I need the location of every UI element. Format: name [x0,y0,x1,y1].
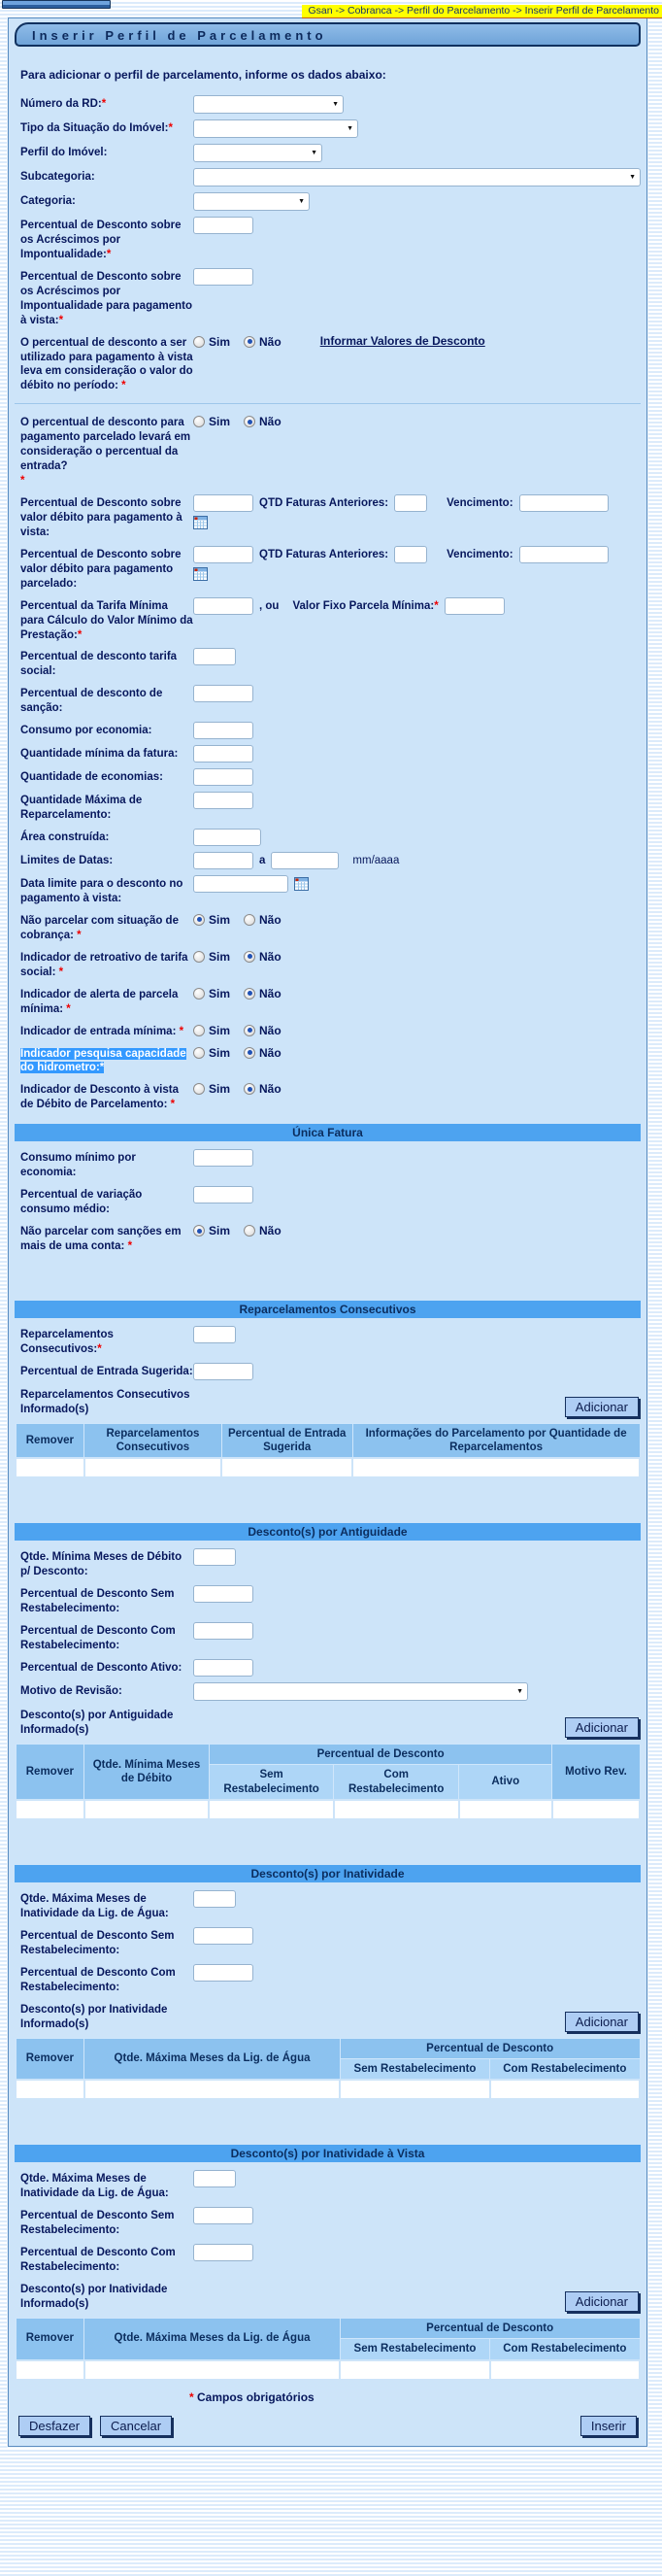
empty-cell [16,2080,84,2099]
field-label: Indicador pesquisa capacidade do hidrometro:* [20,1047,186,1074]
ou-label: , ou [259,599,280,612]
field-label: Percentual de Desconto sobre valor débito para pagamento à vista: [20,497,182,538]
perc-variacao-consumo-input[interactable] [193,1186,253,1203]
field-label: Percentual de Desconto Ativo: [20,1662,182,1674]
row-perc-desc-com-rest-inatividade-vista [15,2244,641,2281]
field-label: Limites de Datas: [20,855,114,867]
row-qtd-max-reparcelamento [15,792,641,829]
intro-text: Para adicionar o perfil de parcelamento, informe os dados abaixo: [20,68,386,82]
vencimento-label: Vencimento: [447,548,513,560]
page-title: Inserir Perfil de Parcelamento [15,22,641,47]
row-perc-desc-valor-debito-vista [15,494,641,546]
consumo-minimo-economia-input[interactable] [193,1149,253,1167]
field-label: O percentual de desconto a ser utilizado para pagamento à vista leva em consideração o valor do débito no período: * [20,336,193,392]
row-limites-datas [15,852,641,875]
field-label: Percentual de Desconto Com Restabelecimento: [20,1625,176,1652]
empty-cell [340,2360,489,2380]
field-label: Subcategoria: [20,171,95,183]
field-label: Qtde. Máxima Meses de Inatividade da Lig. de Água: [20,2173,169,2200]
perfil-imovel-select[interactable] [193,144,322,162]
field-label: Percentual de Desconto Com Restabelecimento: [20,1966,176,1993]
field-label: Percentual de Desconto sobre os Acréscimos por Impontualidade para pagamento à vista:* [20,270,192,326]
row-perc-desc-tarifa-social [15,648,641,685]
radio-icon [244,1083,255,1095]
cancelar-button[interactable]: Cancelar [100,2416,172,2436]
row-qtde-max-meses-inatividade-vista [15,2170,641,2207]
required-fields-note: * Campos obrigatórios [189,2390,314,2404]
field-label: Reparcelamentos Consecutivos Informado(s) [20,1388,190,1415]
field-label: Percentual de Desconto Sem Restabelecimento: [20,1929,175,1956]
empty-cell [352,1458,640,1477]
empty-cell [340,2080,489,2099]
row-perc-variacao-consumo [15,1186,641,1223]
field-label: O percentual de desconto para pagamento parcelado levará em consideração o percentual da entrada? * [20,417,191,488]
radio-nao[interactable]: Não [244,1224,281,1237]
row-consumo-por-economia [15,722,641,745]
consumo-por-economia-input[interactable] [193,722,253,739]
field-label: Percentual de Desconto Com Restabelecimento: [20,2247,176,2273]
tipo-situacao-select[interactable] [193,119,358,138]
field-label: Área construída: [20,831,110,844]
radio-icon [244,951,255,963]
table-row [16,2360,640,2380]
column-header: Informações do Parcelamento por Quantidade de Reparcelamentos [352,1423,640,1458]
inatividade-vista-table [15,2318,641,2381]
row-tipo-situacao [15,119,641,144]
section-header-unica-fatura: Única Fatura [15,1124,641,1141]
numero-rd-select[interactable] [193,95,344,114]
field-label: Percentual de Desconto sobre valor débito para pagamento parcelado: [20,548,182,590]
section-header-reparcelamentos: Reparcelamentos Consecutivos [15,1301,641,1318]
row-desc-inatividade-vista-informados [15,2281,641,2318]
row-perc-desc-ativo [15,1659,641,1682]
radio-icon [193,951,205,963]
row-qtd-economias [15,768,641,792]
empty-cell [490,2360,640,2380]
empty-cell [209,1800,334,1819]
perc-desc-com-rest-inatividade-input[interactable] [193,1964,253,1982]
radio-icon [193,1025,205,1036]
informar-valores-desconto-link[interactable]: Informar Valores de Desconto [319,334,485,349]
field-label: Quantidade mínima da fatura: [20,748,179,761]
field-label: Não parcelar com situação de cobrança: * [20,914,179,941]
motivo-revisao-select[interactable] [193,1682,528,1701]
row-reparcelamentos-consecutivos [15,1326,641,1363]
a-label: a [259,855,266,867]
column-header-group: Percentual de Desconto [340,2038,640,2058]
categoria-select[interactable] [193,192,310,211]
row-motivo-revisao [15,1682,641,1707]
row-data-limite-desconto [15,875,641,912]
qtde-min-meses-debito-input[interactable] [193,1548,236,1566]
field-label: Percentual de Desconto Sem Restabelecimento: [20,2210,175,2237]
field-label: Motivo de Revisão: [20,1685,122,1697]
column-subheader: Com Restabelecimento [490,2339,640,2360]
row-numero-rd [15,95,641,119]
adicionar-inatividade-vista-button[interactable]: Adicionar [565,2291,639,2312]
perc-desc-valor-debito-vista-input[interactable] [193,494,253,512]
radio-nao[interactable]: Não [244,950,281,964]
empty-cell [16,1458,84,1477]
table-row [16,1800,640,1819]
adicionar-inatividade-button[interactable]: Adicionar [565,2012,639,2032]
row-perc-desc-sem-rest-antiguidade [15,1585,641,1622]
formato-data-label: mm/aaaa [352,855,400,867]
radio-icon [244,1225,255,1237]
field-label: Indicador de entrada mínima: * [20,1025,184,1037]
row-nao-parcelar-situacao-cobranca [15,912,641,949]
field-label: Desconto(s) por Inatividade Informado(s) [20,2283,168,2310]
qtd-faturas-label: QTD Faturas Anteriores: [259,497,389,509]
row-perc-tarifa-minima [15,597,641,649]
field-label: Consumo mínimo por economia: [20,1152,136,1179]
button-bar [15,2416,641,2436]
field-label: Percentual de Entrada Sugerida: [20,1365,193,1377]
perc-desc-ativo-input[interactable] [193,1659,253,1677]
radio-nao[interactable]: Não [244,415,281,428]
perc-entrada-sugerida-input[interactable] [193,1363,253,1380]
divider [15,403,641,404]
row-perc-desc-com-rest-inatividade [15,1964,641,2001]
row-perc-desc-acrescimos [15,217,641,268]
row-area-construida [15,829,641,852]
inatividade-table [15,2038,641,2101]
ind-alerta-radio-group [193,986,281,1000]
column-header: Remover [16,1423,84,1458]
vencimento-vista-input[interactable] [519,494,609,512]
radio-icon [193,1225,205,1237]
perc-desc-sem-rest-antiguidade-input[interactable] [193,1585,253,1603]
empty-cell [16,1800,84,1819]
row-perfil-imovel [15,144,641,168]
column-header: Remover [16,2038,84,2080]
column-subheader: Sem Restabelecimento [209,1765,334,1800]
empty-cell [490,2080,640,2099]
perc-desc-acrescimos-input[interactable] [193,217,253,234]
column-header: Reparcelamentos Consecutivos [84,1423,221,1458]
nao-parcelar-situacao-radio-group [193,912,281,927]
field-label: Percentual da Tarifa Mínima para Cálculo do Valor Mínimo da Prestação:* [20,599,193,641]
logo-fragment [2,0,111,9]
empty-cell [459,1800,552,1819]
field-label: Reparcelamentos Consecutivos:* [20,1328,114,1355]
column-subheader: Ativo [459,1765,552,1800]
field-label: Percentual de desconto tarifa social: [20,651,178,678]
radio-icon [193,1083,205,1095]
field-label: Não parcelar com sanções em mais de uma conta: * [20,1226,182,1252]
row-subcategoria [15,168,641,192]
empty-cell [334,1800,459,1819]
row-qtde-min-meses-debito [15,1548,641,1585]
field-label: Indicador de Desconto à vista de Débito de Parcelamento: * [20,1084,179,1111]
reparcelamentos-consecutivos-input[interactable] [193,1326,236,1343]
calendar-icon[interactable] [193,515,209,530]
row-perc-entrada-sugerida [15,1363,641,1386]
empty-cell [84,1800,210,1819]
perc-desc-acrescimos-vista-input[interactable] [193,268,253,286]
desc-parcelado-entrada-radio-group [193,414,281,428]
adicionar-antiguidade-button[interactable]: Adicionar [565,1717,639,1738]
empty-cell [84,1458,221,1477]
column-header: Qtde. Máxima Meses da Lig. de Água [84,2038,341,2080]
radio-sim[interactable]: Sim [193,415,230,428]
data-limite-desconto-input[interactable] [193,875,288,893]
row-perc-desc-acrescimos-vista [15,268,641,334]
row-perc-desc-valor-debito-parcelado [15,546,641,597]
form-container [8,17,647,2447]
field-label: Percentual de Desconto Sem Restabelecimento: [20,1588,175,1615]
perc-desc-valor-debito-parcelado-input[interactable] [193,546,253,563]
vencimento-parcelado-input[interactable] [519,546,609,563]
valor-fixo-parcela-minima-input[interactable] [445,597,505,615]
qtd-faturas-parcelado-input[interactable] [394,546,427,563]
row-perc-desc-sancao [15,685,641,722]
row-ind-entrada-minima [15,1023,641,1045]
radio-nao[interactable]: Não [244,1046,281,1060]
perc-desc-sem-rest-inatividade-input[interactable] [193,1927,253,1945]
perc-tarifa-minima-input[interactable] [193,597,253,615]
calendar-icon[interactable] [294,876,310,892]
radio-nao[interactable]: Não [244,987,281,1000]
field-label: Qtde. Máxima Meses de Inatividade da Lig. de Água: [20,1893,169,1919]
column-header: Qtde. Máxima Meses da Lig. de Água [84,2318,341,2359]
reparcelamentos-table [15,1423,641,1479]
field-label: Número da RD:* [20,98,107,110]
desfazer-button[interactable]: Desfazer [18,2416,90,2436]
field-label: Indicador de alerta de parcela mínima: * [20,988,179,1015]
ind-desconto-vista-radio-group [193,1081,281,1096]
perc-desc-com-rest-inatividade-vista-input[interactable] [193,2244,253,2261]
qtde-max-meses-inatividade-input[interactable] [193,1890,236,1908]
radio-icon [244,336,255,348]
row-ind-alerta-parcela-minima [15,986,641,1023]
radio-icon [244,988,255,1000]
qtd-faturas-label: QTD Faturas Anteriores: [259,548,389,560]
area-construida-input[interactable] [193,829,261,846]
field-label: Percentual de Desconto sobre os Acréscimos por Impontualidade:* [20,220,182,260]
radio-sim[interactable]: Sim [193,1224,230,1237]
empty-cell [221,1458,352,1477]
field-label: Quantidade de economias: [20,771,163,784]
radio-sim[interactable]: Sim [193,987,230,1000]
limite-data-final-input[interactable] [271,852,339,869]
inserir-button[interactable]: Inserir [580,2416,637,2436]
row-desc-inatividade-informados [15,2001,641,2038]
field-label: Desconto(s) por Antiguidade Informado(s) [20,1710,174,1736]
row-ind-retroativo-tarifa-social [15,949,641,986]
breadcrumb[interactable]: Gsan -> Cobranca -> Perfil do Parcelamento -> Inserir Perfil de Parcelamento [302,5,662,18]
perc-desc-tarifa-social-input[interactable] [193,648,236,665]
radio-nao[interactable]: Não [244,913,281,927]
radio-icon [193,336,205,348]
row-perc-desc-sem-rest-inatividade [15,1927,641,1964]
radio-nao[interactable]: Não [244,335,281,349]
empty-cell [16,2360,84,2380]
section-header-desc-inatividade: Desconto(s) por Inatividade [15,1865,641,1882]
radio-icon [193,1047,205,1059]
radio-icon [193,988,205,1000]
column-subheader: Sem Restabelecimento [340,2058,489,2080]
field-label: Consumo por economia: [20,725,152,737]
radio-sim[interactable]: Sim [193,1082,230,1096]
field-label: Quantidade Máxima de Reparcelamento: [20,795,143,822]
radio-sim[interactable]: Sim [193,950,230,964]
qtd-minima-fatura-input[interactable] [193,745,253,763]
row-perc-desc-sem-rest-inatividade-vista [15,2207,641,2244]
field-label: Data limite para o desconto no pagamento à vista: [20,878,183,904]
section-header-desc-inatividade-vista: Desconto(s) por Inatividade à Vista [15,2145,641,2162]
valor-fixo-label: Valor Fixo Parcela Mínima:* [292,599,439,612]
field-label: Indicador de retroativo de tarifa social: * [20,951,188,978]
ind-pesquisa-hidrometro-radio-group [193,1045,281,1060]
field-label: Percentual de desconto de sanção: [20,688,163,715]
radio-icon [244,1047,255,1059]
vencimento-label: Vencimento: [447,497,513,509]
radio-icon [193,416,205,427]
nao-parcelar-sancoes-radio-group [193,1223,281,1237]
table-row [16,2080,640,2099]
empty-cell [84,2360,341,2380]
row-qtde-max-meses-inatividade [15,1890,641,1927]
ind-retroativo-radio-group [193,949,281,964]
field-label: Percentual de variação consumo médio: [20,1189,143,1216]
ind-entrada-minima-radio-group [193,1023,281,1037]
column-header-group: Percentual de Desconto [209,1744,552,1764]
radio-icon [193,914,205,926]
field-label: Tipo da Situação do Imóvel:* [20,122,173,134]
row-desc-parcelado-entrada [15,414,641,494]
row-ind-desconto-vista-debito [15,1081,641,1118]
field-label: Categoria: [20,195,76,207]
row-perc-desc-com-rest-antiguidade [15,1622,641,1659]
radio-sim[interactable]: Sim [193,1024,230,1037]
radio-nao[interactable]: Não [244,1024,281,1037]
perc-desc-sancao-input[interactable] [193,685,253,702]
field-label: Qtde. Mínima Meses de Débito p/ Desconto: [20,1551,182,1578]
radio-icon [244,914,255,926]
antiguidade-table [15,1744,641,1820]
calendar-icon[interactable] [193,566,209,582]
top-strip [0,0,662,17]
qtd-economias-input[interactable] [193,768,253,786]
column-subheader: Com Restabelecimento [334,1765,459,1800]
table-row [16,1458,640,1477]
radio-sim[interactable]: Sim [193,335,230,349]
row-ind-pesquisa-hidrometro [15,1045,641,1082]
qtd-faturas-vista-input[interactable] [394,494,427,512]
row-consumo-minimo-economia [15,1149,641,1186]
column-header: Remover [16,2318,84,2359]
row-desc-vista-debito-periodo [15,334,641,400]
radio-icon [244,416,255,427]
section-header-desc-antiguidade: Desconto(s) por Antiguidade [15,1523,641,1541]
row-nao-parcelar-sancoes [15,1223,641,1260]
limite-data-inicial-input[interactable] [193,852,253,869]
radio-sim[interactable]: Sim [193,1046,230,1060]
column-header: Percentual de Entrada Sugerida [221,1423,352,1458]
perc-desc-sem-rest-inatividade-vista-input[interactable] [193,2207,253,2224]
perc-desc-com-rest-antiguidade-input[interactable] [193,1622,253,1640]
column-subheader: Sem Restabelecimento [340,2339,489,2360]
radio-sim[interactable]: Sim [193,913,230,927]
empty-cell [552,1800,640,1819]
row-categoria [15,192,641,217]
field-label: Perfil do Imóvel: [20,147,108,158]
radio-icon [244,1025,255,1036]
column-subheader: Com Restabelecimento [490,2058,640,2080]
qtd-max-reparcelamento-input[interactable] [193,792,253,809]
desc-vista-debito-radio-group [193,334,281,349]
column-header: Remover [16,1744,84,1800]
adicionar-reparcelamento-button[interactable]: Adicionar [565,1397,639,1417]
row-qtd-minima-fatura [15,745,641,768]
subcategoria-select[interactable] [193,168,641,186]
column-header: Qtde. Mínima Meses de Débito [84,1744,210,1800]
column-header: Motivo Rev. [552,1744,640,1800]
row-reparc-informados [15,1386,641,1423]
row-desc-antiguidade-informados [15,1707,641,1744]
empty-cell [84,2080,341,2099]
radio-nao[interactable]: Não [244,1082,281,1096]
qtde-max-meses-inatividade-vista-input[interactable] [193,2170,236,2187]
field-label: Desconto(s) por Inatividade Informado(s) [20,2003,168,2030]
column-header-group: Percentual de Desconto [340,2318,640,2338]
